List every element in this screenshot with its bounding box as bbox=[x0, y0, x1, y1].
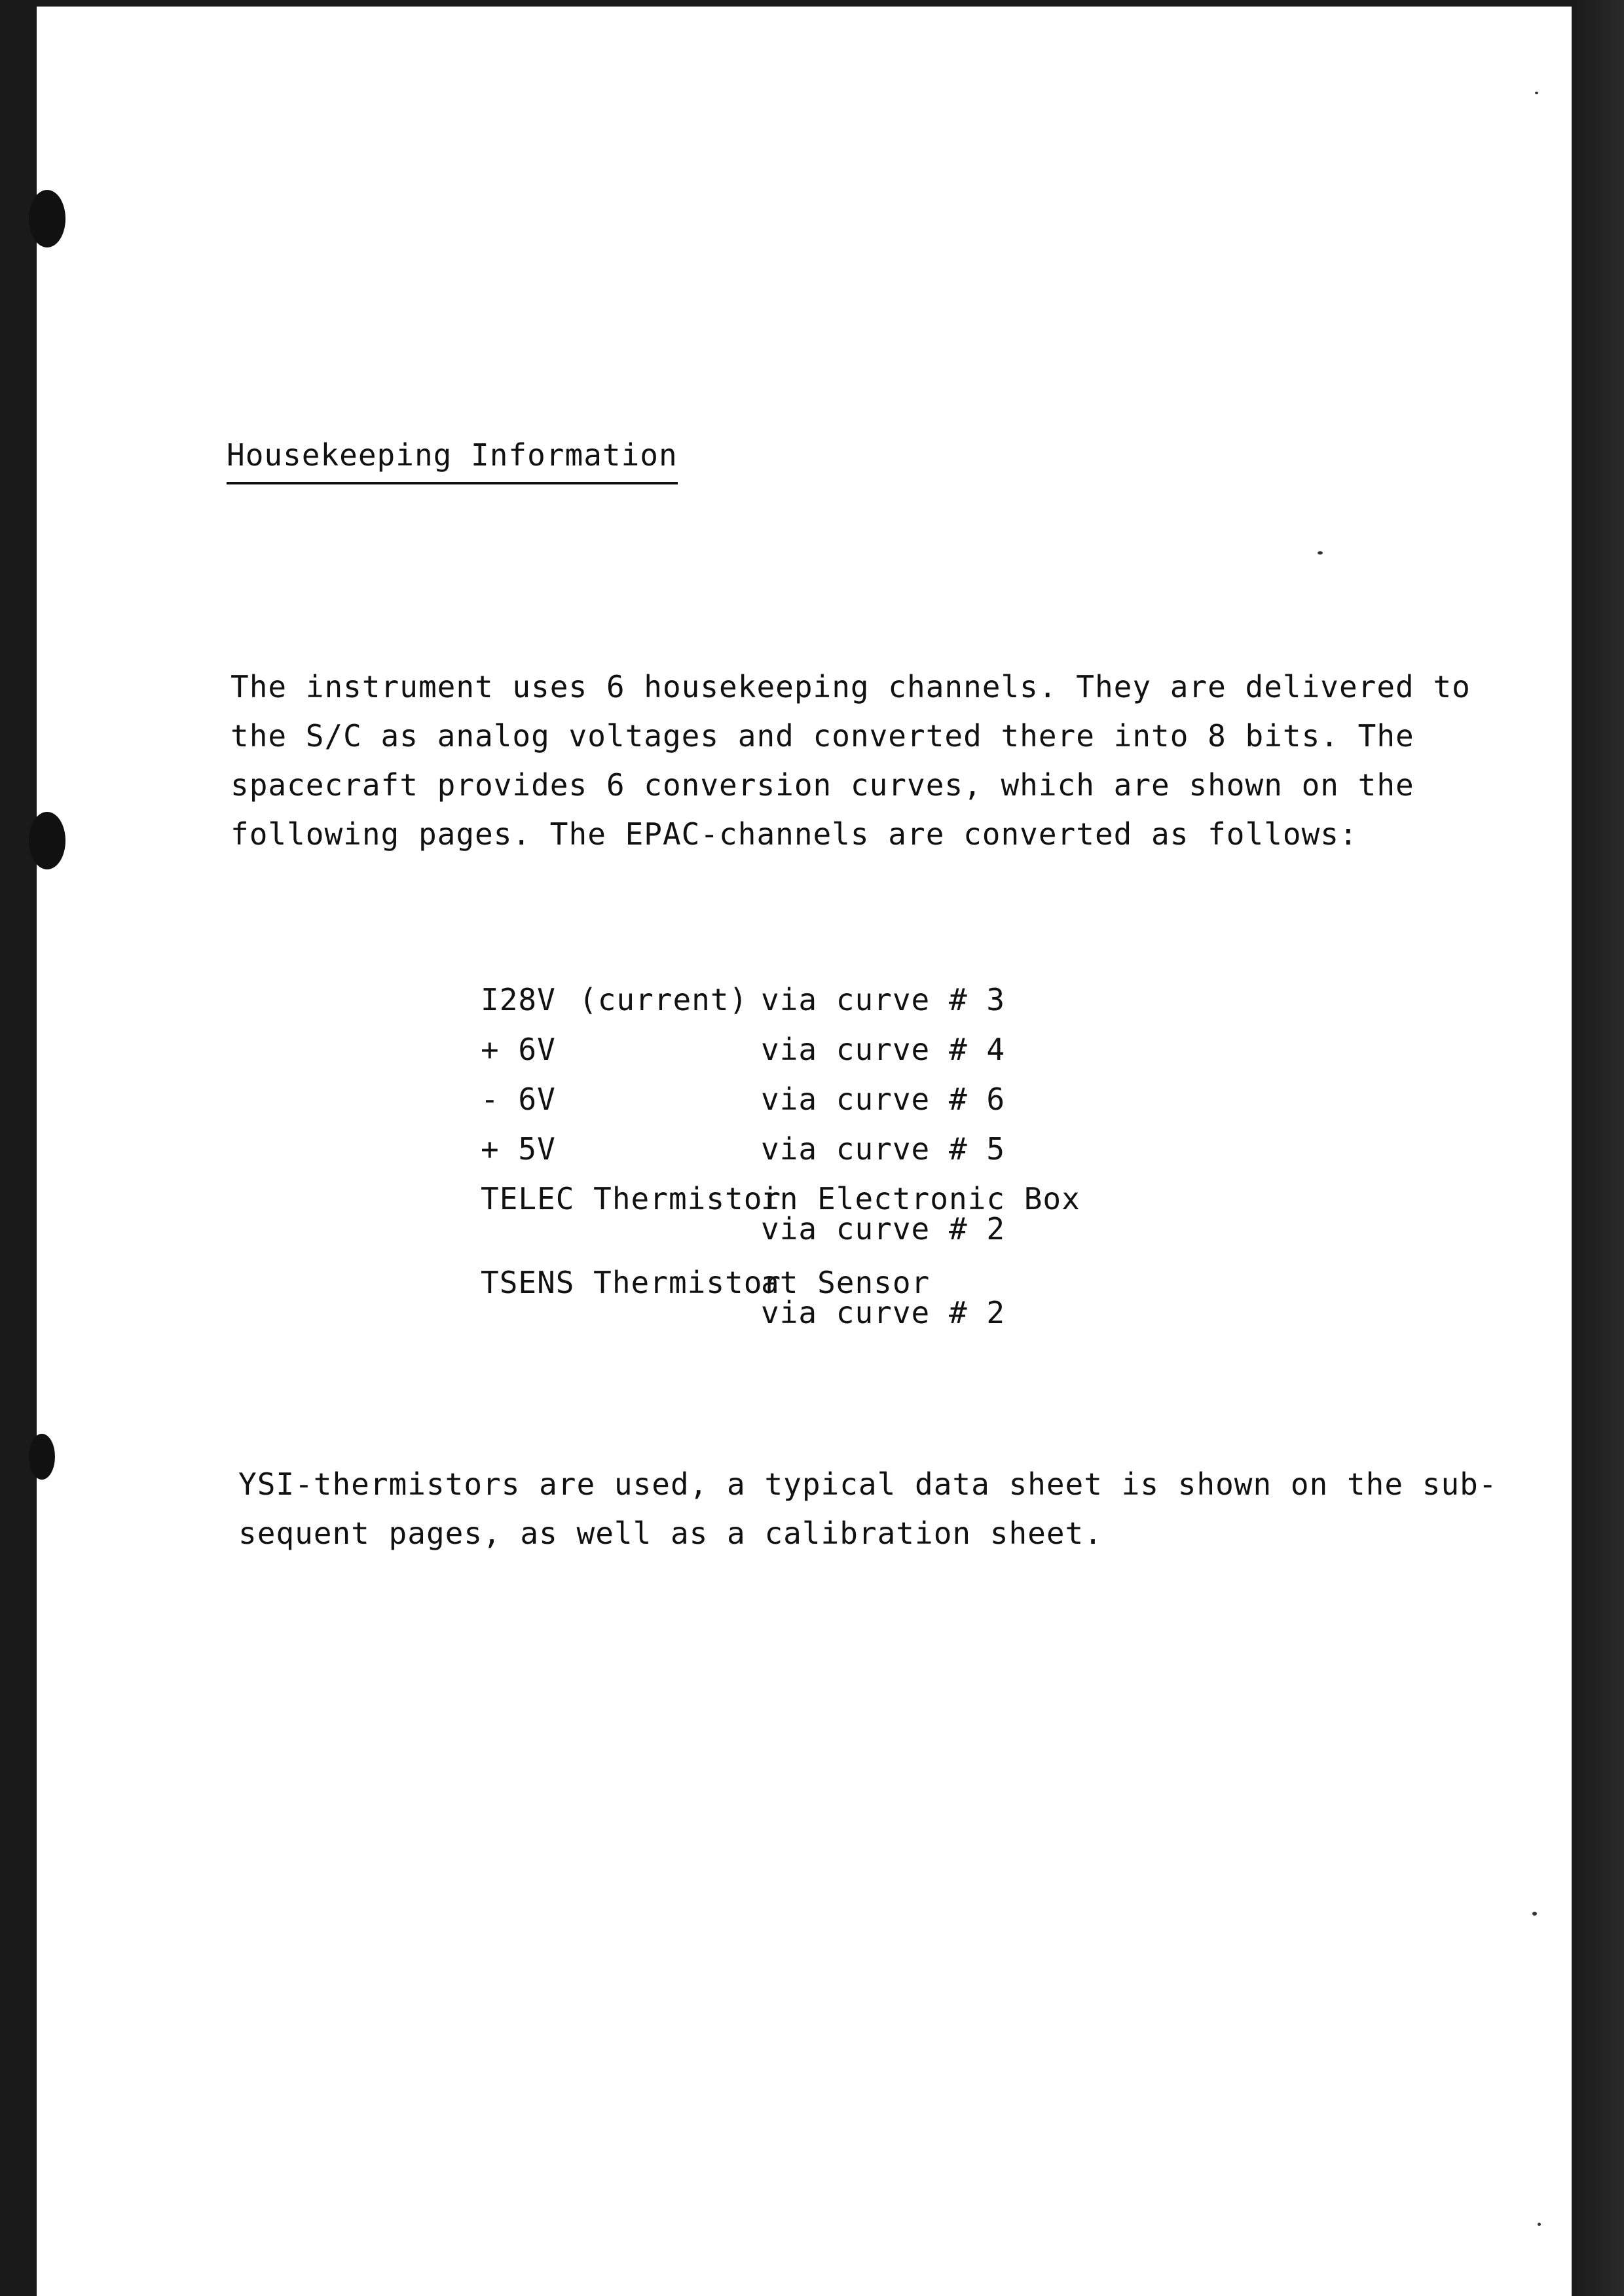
channel-name: I28V bbox=[481, 982, 556, 1017]
punch-hole bbox=[29, 812, 65, 869]
intro-line: spacecraft provides 6 conversion curves, which are shown on the bbox=[231, 767, 1414, 803]
channel-conversion: via curve # 6 bbox=[761, 1082, 1006, 1117]
channel-name: + 5V bbox=[481, 1131, 556, 1167]
channel-location: in Electronic Box bbox=[761, 1181, 1080, 1216]
page-title: Housekeeping Information bbox=[227, 437, 678, 484]
scan-edge bbox=[1572, 0, 1624, 2296]
closing-paragraph bbox=[238, 1460, 1498, 1558]
channel-conversion: via curve # 2 bbox=[761, 1295, 1006, 1330]
channel-name: TSENS Thermistor bbox=[481, 1265, 782, 1300]
punch-hole bbox=[29, 190, 65, 247]
channel-name: TELEC Thermistor bbox=[481, 1181, 782, 1216]
punch-hole bbox=[29, 1434, 55, 1480]
channel-conversion: via curve # 4 bbox=[761, 1032, 1006, 1067]
channel-name: - 6V bbox=[481, 1082, 556, 1117]
channel-location: at Sensor bbox=[761, 1265, 931, 1300]
scan-speck bbox=[1535, 92, 1538, 94]
closing-line: YSI-thermistors are used, a typical data sheet is shown on the sub- bbox=[238, 1467, 1498, 1502]
channel-name: + 6V bbox=[481, 1032, 556, 1067]
channel-note: (current) bbox=[579, 982, 748, 1017]
scan-speck bbox=[1318, 551, 1323, 555]
channel-conversion: via curve # 2 bbox=[761, 1211, 1006, 1247]
intro-line: following pages. The EPAC-channels are converted as follows: bbox=[231, 816, 1358, 852]
closing-line: sequent pages, as well as a calibration sheet. bbox=[238, 1516, 1103, 1551]
scan-speck bbox=[1538, 2223, 1541, 2226]
channel-conversion: via curve # 3 bbox=[761, 982, 1006, 1017]
scan-speck bbox=[1532, 1912, 1537, 1916]
intro-paragraph bbox=[231, 663, 1471, 859]
intro-line: the S/C as analog voltages and converted there into 8 bits. The bbox=[231, 718, 1414, 754]
intro-line: The instrument uses 6 housekeeping channels. They are delivered to bbox=[231, 669, 1471, 704]
channel-conversion: via curve # 5 bbox=[761, 1131, 1006, 1167]
